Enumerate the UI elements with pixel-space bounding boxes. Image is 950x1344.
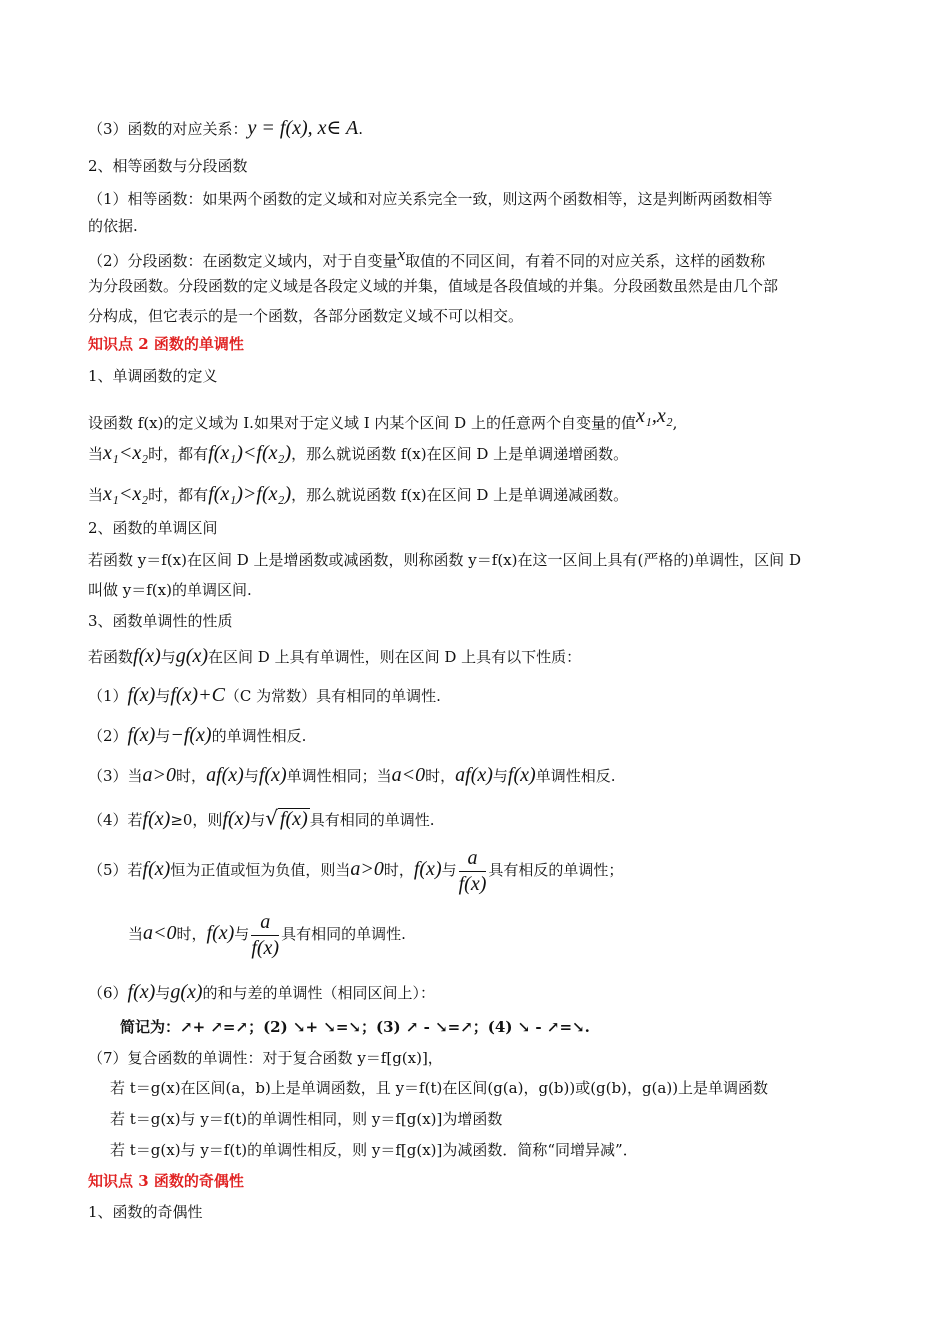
math-expr: a>0 (350, 858, 384, 880)
section-title: 2、相等函数与分段函数 (88, 157, 248, 175)
property-5: （5）若f(x)恒为正值或恒为负值，则当a>0时，f(x)与 $\frac{a}{f(x)}$ 具有相反的单调性； (88, 847, 624, 895)
paragraph-line: 当x₁<x₂时，都有f(x₁)>f(x₂)，那么就说函数 f(x)在区间 D 上是单调递减函数。 (88, 483, 629, 505)
math-expr: f(x) (127, 724, 156, 746)
paragraph-line: 设函数 f(x)的定义域为 I.如果对于定义域 I 内某个区间 D 上的任意两个自变量的值x₁,x₂, (88, 405, 678, 432)
section-title: 1、函数的奇偶性 (88, 1203, 203, 1221)
math-expr: x₁<x₂ (103, 483, 149, 505)
math-expr: f(x) (507, 764, 536, 786)
section-title: 1、单调函数的定义 (88, 367, 218, 385)
paragraph-line: （1）相等函数：如果两个函数的定义域和对应关系完全一致，则这两个函数相等，这是判断两函数相等 (88, 190, 773, 208)
math-expr: f(x₁)>f(x₂) (208, 483, 292, 505)
paragraph-line: 叫做 y＝f(x)的单调区间. (88, 581, 252, 599)
math-expr: −f(x) (170, 724, 212, 746)
math-expr: g(x) (175, 645, 208, 667)
property-4: （4）若f(x)≥0，则f(x)与√ f(x) 具有相同的单调性. (88, 806, 435, 830)
math-expr: af(x) (206, 764, 244, 786)
paragraph-line: 分构成，但它表示的是一个函数，各部分函数定义域不可以相交。 (88, 307, 524, 325)
fraction: $\frac{a}{f(x)}$ (251, 911, 280, 959)
property-2: （2）f(x)与−f(x)的单调性相反. (88, 724, 307, 746)
math-expr: f(x) (206, 922, 235, 944)
math-expr: x₁,x₂ (635, 405, 673, 427)
paragraph-line: 若 t＝g(x)与 y＝f(t)的单调性相反，则 y＝f[g(x)]为减函数．简称“同增异减”． (110, 1141, 638, 1159)
math-expr: a<0 (391, 764, 426, 786)
shorthand-rules: 简记为：↗+ ↗=↗；(2) ↘+ ↘=↘；(3) ↗ - ↘=↗；(4) ↘ - ↗=↘. (120, 1018, 590, 1036)
property-5-cont: 当a<0时，f(x)与 $\frac{a}{f(x)}$ 具有相同的单调性. (128, 911, 406, 959)
paragraph-line: 的依据. (88, 217, 138, 235)
section-heading: 知识点 3 函数的奇偶性 (88, 1172, 244, 1190)
math-expr: f(x₁)<f(x₂) (208, 442, 292, 464)
math-expr: f(x) (142, 808, 171, 830)
math-expr: f(x) (142, 858, 171, 880)
property-3: （3）当a>0时，af(x)与f(x)单调性相同；当a<0时，af(x)与f(x)单调性相反. (88, 764, 616, 786)
math-expr: y = f(x), x∈ A (247, 117, 359, 139)
math-expr: f(x) (222, 808, 251, 830)
paragraph-line: 若函数f(x)与g(x)在区间 D 上具有单调性，则在区间 D 上具有以下性质： (88, 645, 582, 667)
property-6: （6）f(x)与g(x)的和与差的单调性（相同区间上）： (88, 981, 436, 1003)
math-var: x (397, 245, 406, 264)
property-7: （7）复合函数的单调性：对于复合函数 y＝f[g(x)]， (88, 1049, 443, 1067)
fraction: $\frac{a}{f(x)}$ (458, 847, 487, 895)
math-expr: f(x) (133, 645, 161, 667)
paragraph-line: 为分段函数。分段函数的定义域是各段定义域的并集，值域是各段值域的并集。分段函数虽然是由几个部 (88, 277, 779, 295)
math-expr: f(x) (258, 764, 287, 786)
line-correspondence: （3）函数的对应关系：y = f(x), x∈ A. (88, 117, 363, 139)
math-expr: f(x)+C (170, 684, 225, 706)
paragraph-line: 若 t＝g(x)与 y＝f(t)的单调性相同，则 y＝f[g(x)]为增函数 (110, 1110, 503, 1128)
math-expr: f(x) (279, 808, 308, 830)
paragraph-line: 若函数 y＝f(x)在区间 D 上是增函数或减函数，则称函数 y＝f(x)在这一区间上具有(严格的)单调性，区间 D (88, 551, 801, 569)
math-expr: af(x) (455, 764, 493, 786)
paragraph-line: 当x₁<x₂时，都有f(x₁)<f(x₂)，那么就说函数 f(x)在区间 D 上是单调递增函数。 (88, 442, 629, 464)
section-title: 3、函数单调性的性质 (88, 612, 233, 630)
sqrt-symbol: √ (265, 806, 278, 830)
paragraph-line: （2）分段函数：在函数定义域内，对于自变量x取值的不同区间，有着不同的对应关系，这样的函数称 (88, 245, 766, 270)
math-expr: f(x) (413, 858, 442, 880)
math-expr: f(x) (127, 684, 156, 706)
math-expr: f(x) (127, 981, 156, 1003)
property-1: （1）f(x)与f(x)+C（C 为常数）具有相同的单调性. (88, 684, 441, 706)
math-expr: a>0 (142, 764, 177, 786)
math-expr: g(x) (170, 981, 203, 1003)
section-title: 2、函数的单调区间 (88, 519, 218, 537)
math-expr: x₁<x₂ (103, 442, 149, 464)
math-expr: a<0 (143, 922, 177, 944)
section-heading: 知识点 2 函数的单调性 (88, 335, 244, 353)
paragraph-line: 若 t＝g(x)在区间(a，b)上是单调函数，且 y＝f(t)在区间(g(a)，g(b))或(g(b)，g(a))上是单调函数 (110, 1079, 769, 1097)
